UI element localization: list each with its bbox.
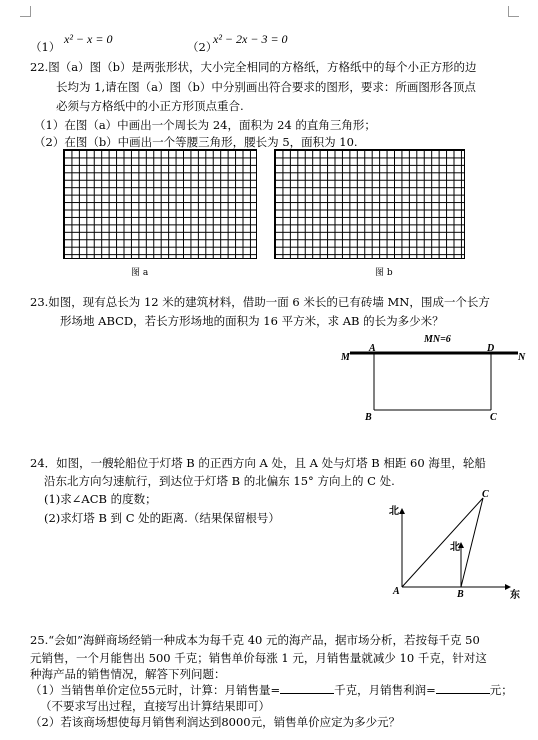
- label-n: N: [518, 352, 526, 363]
- label-point-a: A: [393, 586, 400, 597]
- q22-part2: （2）在图（b）中画出一个等腰三角形，腰长为 5，面积为 10.: [34, 135, 358, 149]
- q21-part2-equation: x² − 2x − 3 = 0: [213, 32, 288, 46]
- q22-text-line3: 必须与方格纸中的小正方形顶点重合.: [56, 99, 244, 113]
- q24-part1: (1)求∠ACB 的度数；: [44, 492, 157, 506]
- q24-text-line1: 24．如图，一艘轮船位于灯塔 B 的正西方向 A 处，且 A 处与灯塔 B 相距 60 海里，轮船: [30, 456, 486, 470]
- grid-caption-a: 图 a: [131, 268, 149, 278]
- label-a: A: [369, 343, 376, 354]
- blank-monthly-profit[interactable]: [436, 693, 490, 694]
- blank-monthly-sales[interactable]: [280, 693, 334, 694]
- label-c: C: [490, 412, 497, 423]
- label-point-b: B: [457, 589, 464, 600]
- q22-text-line2: 长均为 1,请在图（a）图（b）中分别画出符合要求的图形，要求：所画图形各顶点: [56, 80, 476, 94]
- q25-part1-middle: 千克，月销售利润=: [334, 683, 436, 697]
- label-mn-length: MN=6: [424, 334, 451, 345]
- q22-text-line1: 22.图（a）图（b）是两张形状，大小完全相同的方格纸，方格纸中的每个小正方形的边: [30, 60, 477, 74]
- q21-part1-number: （1）: [30, 40, 61, 54]
- q25-part1-suffix: 元；: [489, 683, 513, 697]
- q23-text-line1: 23.如图，现有总长为 12 米的建筑材料，借助一面 6 米长的已有砖墙 MN，围成一个长方: [30, 295, 490, 309]
- q24-part2: (2)求灯塔 B 到 C 处的距离.（结果保留根号）: [44, 511, 280, 525]
- q21-part1-equation: x² − x = 0: [64, 32, 113, 46]
- segment-ac: [402, 498, 483, 587]
- label-point-c: C: [482, 489, 489, 500]
- q23-text-line2: 形场地 ABCD，若长方形场地的面积为 16 平方米，求 AB 的长为多少米？: [60, 314, 444, 328]
- segment-bc: [461, 498, 483, 587]
- q25-part1: [30, 682, 513, 698]
- q25-part1-note: （不要求写出过程，直接写出计算结果即可）: [40, 699, 270, 713]
- q22-part1: （1）在图（a）中画出一个周长为 24，面积为 24 的直角三角形；: [34, 118, 376, 132]
- grid-caption-b: 图 b: [375, 268, 393, 278]
- q21-part2-number: （2）: [187, 40, 218, 54]
- q25-text-line1: 25.“会如”海鲜商场经销一种成本为每千克 40 元的海产品，据市场分析，若按每千克 50: [30, 633, 480, 647]
- q25-part1-prefix: （1）当销售单价定位55元时，计算：月销售量=: [30, 683, 281, 697]
- label-east: 东: [510, 590, 520, 601]
- q25-part2: （2）若该商场想使每月销售利润达到8000元，销售单价应定为多少元？: [30, 715, 401, 729]
- label-d: D: [487, 343, 495, 354]
- q25-text-line2: 元销售，一个月能售出 500 千克；销售单价每涨 1 元，月销售量就减少 10 千克，针对这: [30, 651, 487, 665]
- q24-text-line2: 沿东北方向匀速航行，到达位于灯塔 B 的北偏东 15° 方向上的 C 处.: [44, 474, 395, 488]
- q25-text-line3: 种海产品的销售情况，解答下列问题：: [30, 667, 226, 681]
- label-north-a: 北: [389, 506, 399, 517]
- label-m: M: [341, 352, 350, 363]
- label-north-b: 北: [450, 542, 460, 553]
- label-b: B: [365, 412, 372, 423]
